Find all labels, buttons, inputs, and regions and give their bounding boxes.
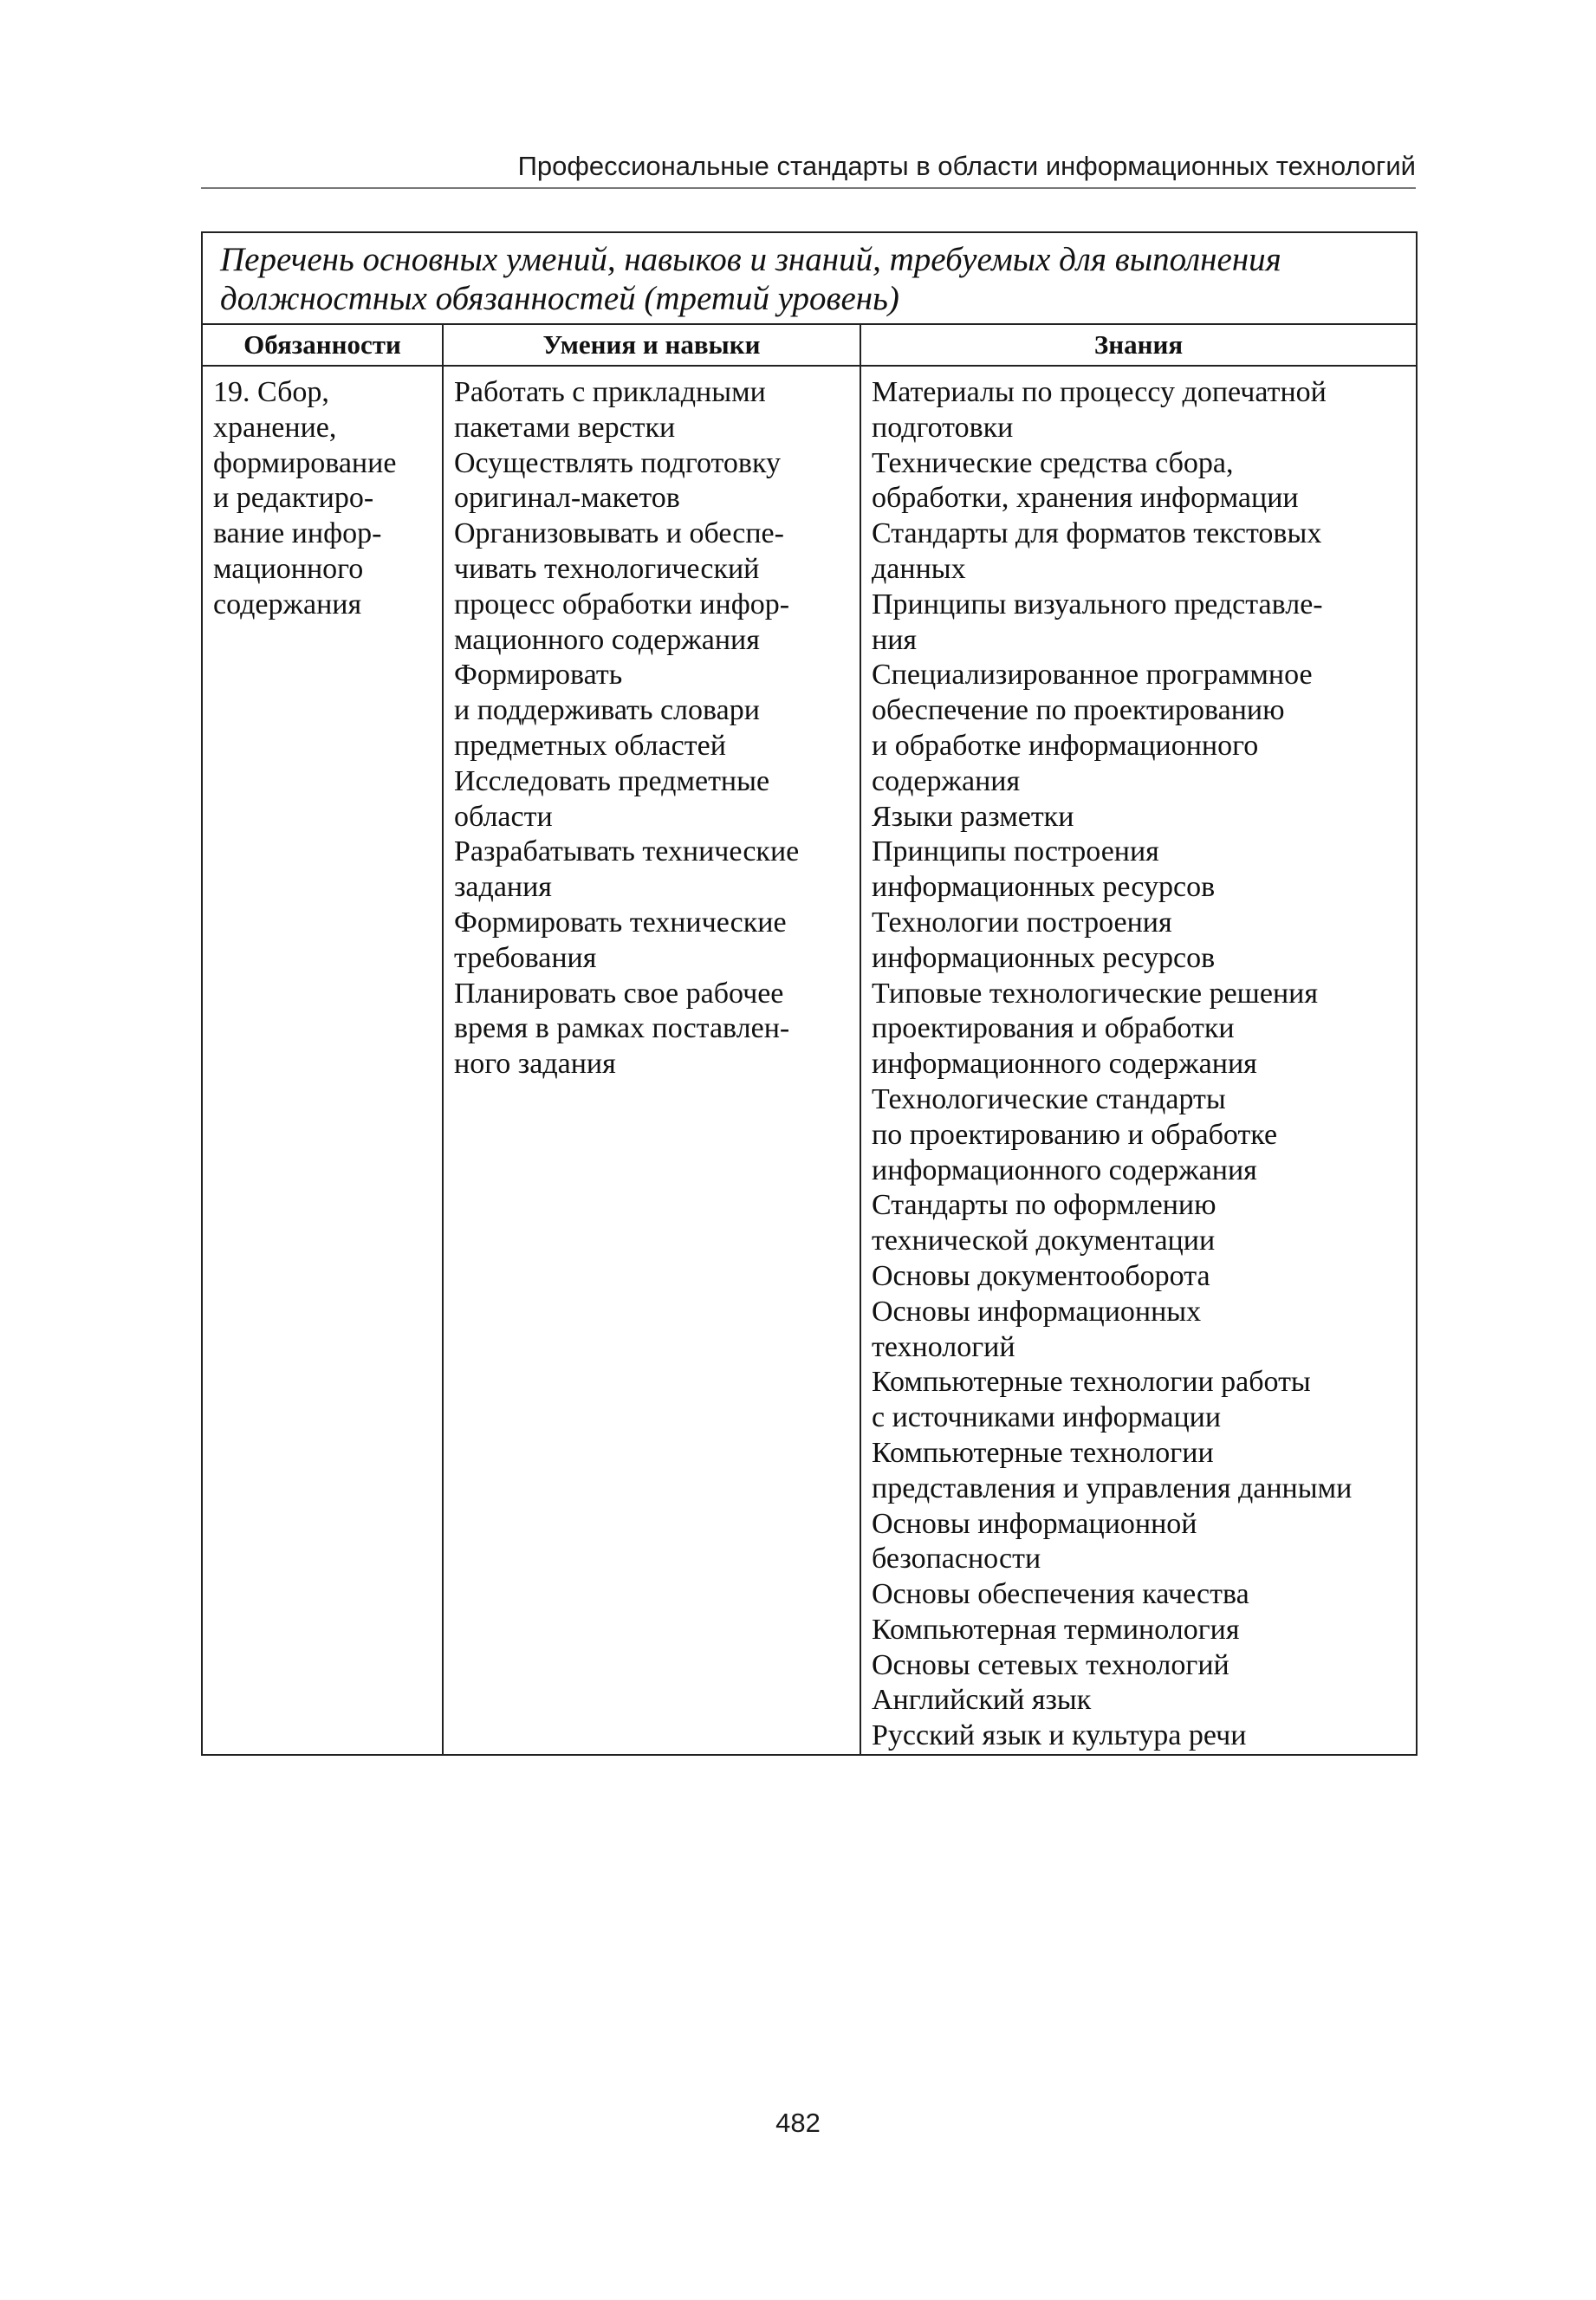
text-line: с источниками информации xyxy=(872,1401,1222,1434)
text-line: информационного содержания xyxy=(872,1048,1257,1081)
text-line: содержания xyxy=(872,764,1021,797)
text-line: Компьютерная терминология xyxy=(872,1613,1240,1646)
text-line: предметных областей xyxy=(454,729,726,762)
header-rule xyxy=(201,187,1416,189)
text-line: 19. Сбор, xyxy=(213,376,329,408)
text-line: информационных ресурсов xyxy=(872,941,1216,974)
text-line: Формировать технические xyxy=(454,906,787,939)
text-line: Формировать xyxy=(454,659,623,692)
text-line: процесс обработки инфор- xyxy=(454,588,790,620)
skills-lines xyxy=(454,375,851,1082)
text-line: Материалы по процессу допечатной xyxy=(872,376,1327,408)
text-line: Разрабатывать технические xyxy=(454,835,800,868)
text-line: обеспечение по проектированию xyxy=(872,694,1285,727)
text-line: и редактиро- xyxy=(213,482,374,515)
text-line: пакетами верстки xyxy=(454,411,676,444)
table-header-row xyxy=(202,324,1417,366)
text-line: Основы сетевых технологий xyxy=(872,1648,1229,1681)
text-line: Принципы визуального представле- xyxy=(872,588,1323,620)
text-line: содержания xyxy=(213,588,362,620)
text-line: Исследовать предметные xyxy=(454,764,770,797)
competency-table xyxy=(201,231,1418,1756)
table-caption-row xyxy=(202,232,1417,324)
text-line: безопасности xyxy=(872,1543,1041,1576)
text-line: Специализированное программное xyxy=(872,659,1313,692)
text-line: мационного содержания xyxy=(454,623,760,656)
text-line: Языки разметки xyxy=(872,800,1074,833)
text-line: должностных обязанностей (третий уровень) xyxy=(220,280,899,317)
text-line: Основы информационных xyxy=(872,1295,1202,1328)
text-line: Компьютерные технологии работы xyxy=(872,1366,1311,1399)
text-line: чивать технологический xyxy=(454,552,760,585)
text-line: и обработке информационного xyxy=(872,729,1259,762)
text-line: оригинал-макетов xyxy=(454,482,680,515)
text-line: технологий xyxy=(872,1330,1015,1363)
text-line: задания xyxy=(454,871,552,904)
skills-cell xyxy=(443,366,860,1755)
text-line: информационных ресурсов xyxy=(872,871,1216,904)
running-head: Профессиональные стандарты в области информационных технологий xyxy=(517,151,1416,181)
text-line: хранение, xyxy=(213,411,337,444)
text-line: ния xyxy=(872,623,918,656)
text-line: Английский язык xyxy=(872,1684,1092,1717)
knowledge-cell xyxy=(860,366,1417,1755)
text-line: проектирования и обработки xyxy=(872,1012,1235,1045)
text-line: ного задания xyxy=(454,1048,616,1081)
table-row xyxy=(202,366,1417,1755)
text-line: время в рамках поставлен- xyxy=(454,1012,790,1045)
text-line: Планировать свое рабочее xyxy=(454,977,784,1010)
table-caption xyxy=(202,232,1417,324)
text-line: представления и управления данными xyxy=(872,1472,1353,1504)
text-line: Стандарты по оформлению xyxy=(872,1189,1216,1222)
text-line: Основы документооборота xyxy=(872,1259,1210,1292)
text-line: Технологические стандарты xyxy=(872,1082,1226,1115)
text-line: информационного содержания xyxy=(872,1153,1257,1186)
text-line: Основы обеспечения качества xyxy=(872,1578,1249,1611)
text-line: Принципы построения xyxy=(872,835,1159,868)
text-line: области xyxy=(454,800,553,833)
text-line: Русский язык и культура речи xyxy=(872,1719,1247,1752)
text-line: Стандарты для форматов текстовых xyxy=(872,517,1322,550)
text-line: Перечень основных умений, навыков и знаний, требуемых для выполнения xyxy=(220,241,1281,278)
text-line: Технические средства сбора, xyxy=(872,446,1234,479)
column-header-duties: Обязанности xyxy=(202,324,443,366)
text-line: требования xyxy=(454,941,597,974)
text-line: обработки, хранения информации xyxy=(872,482,1299,515)
caption-lines xyxy=(220,240,1398,318)
text-line: Организовывать и обеспе- xyxy=(454,517,784,550)
text-line: Технологии построения xyxy=(872,906,1172,939)
text-line: подготовки xyxy=(872,411,1014,444)
column-header-skills: Умения и навыки xyxy=(443,324,860,366)
duties-lines xyxy=(213,375,433,623)
page-number: 482 xyxy=(775,2108,821,2138)
text-line: формирование xyxy=(213,446,397,479)
knowledge-lines xyxy=(872,375,1407,1754)
text-line: Работать с прикладными xyxy=(454,376,766,408)
text-line: мационного xyxy=(213,552,364,585)
text-line: данных xyxy=(872,552,966,585)
text-line: Основы информационной xyxy=(872,1507,1197,1540)
text-line: по проектированию и обработке xyxy=(872,1118,1278,1151)
text-line: Компьютерные технологии xyxy=(872,1436,1214,1469)
text-line: технической документации xyxy=(872,1225,1216,1257)
duties-cell xyxy=(202,366,443,1755)
text-line: Типовые технологические решения xyxy=(872,977,1318,1010)
text-line: Осуществлять подготовку xyxy=(454,446,782,479)
text-line: и поддерживать словари xyxy=(454,694,760,727)
text-line: вание инфор- xyxy=(213,517,382,550)
column-header-knowledge: Знания xyxy=(860,324,1417,366)
